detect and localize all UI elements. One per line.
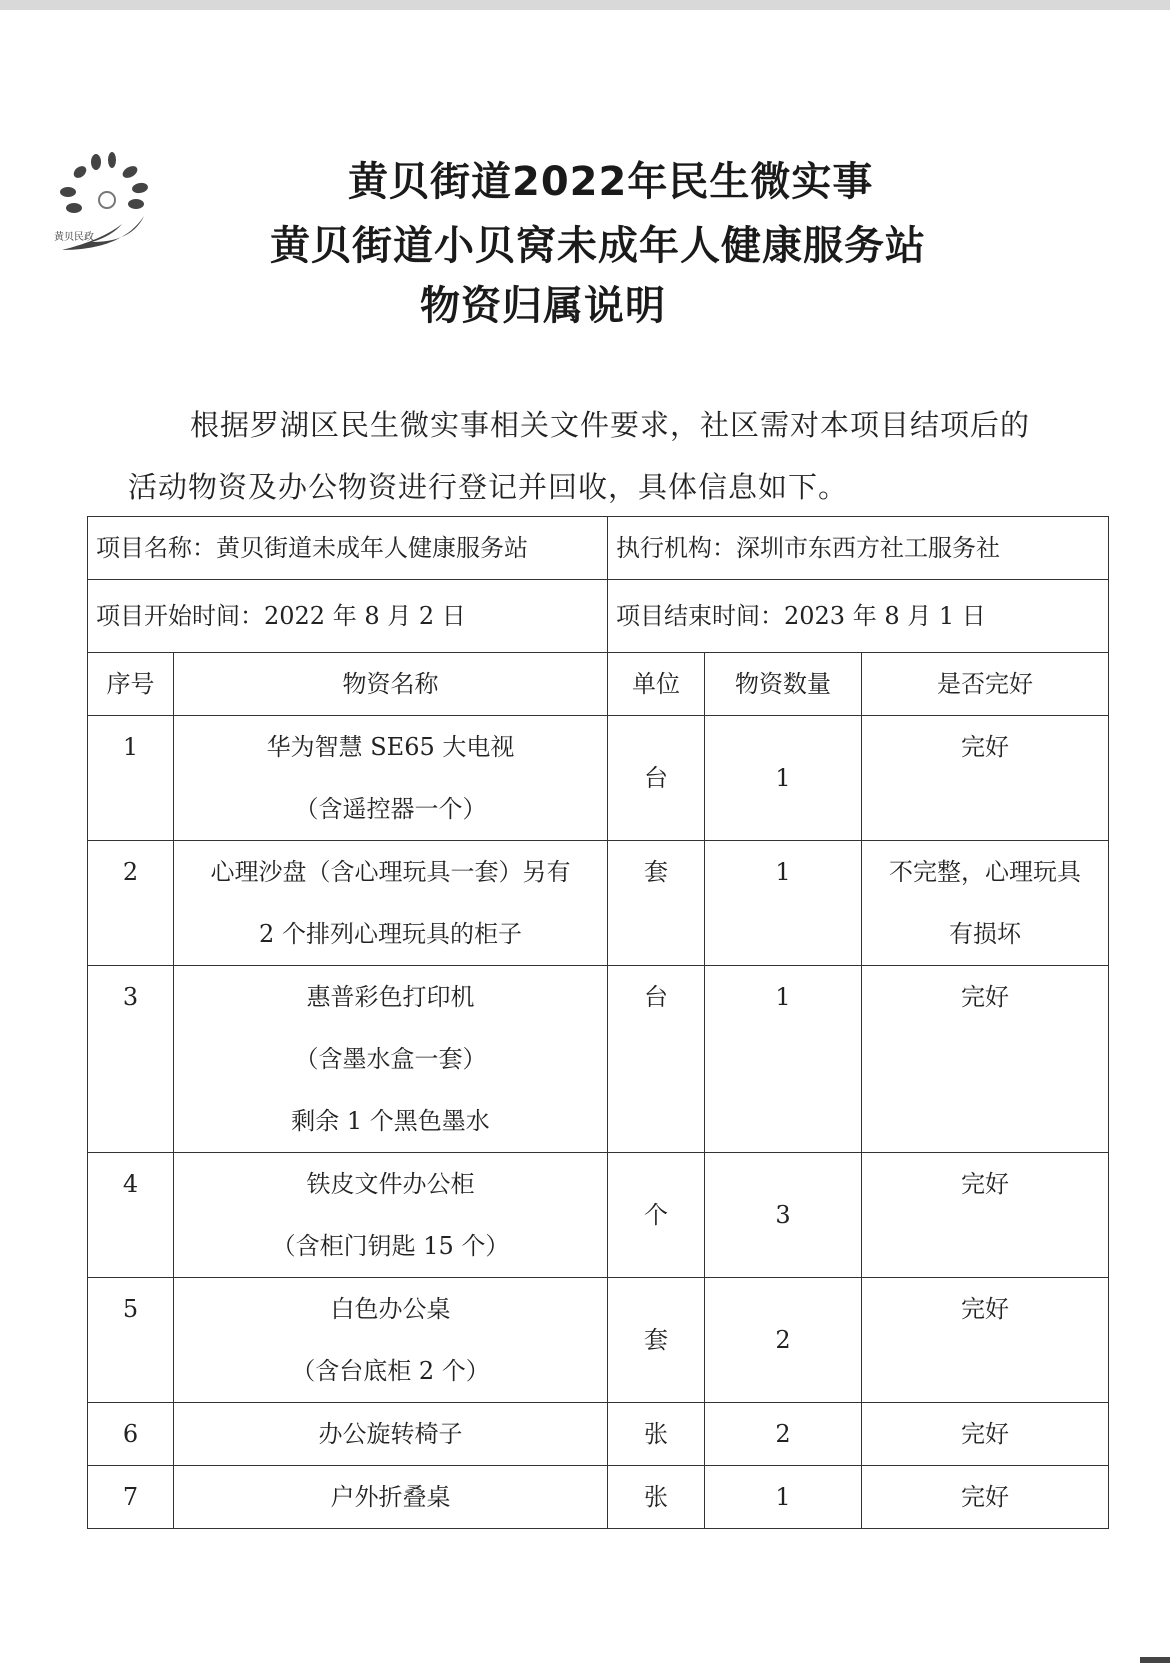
item-status-line: 完好 (961, 1420, 1010, 1448)
item-unit: 套 (608, 1278, 705, 1403)
item-unit: 张 (608, 1466, 705, 1529)
header-status: 是否完好 (862, 653, 1109, 716)
item-name-line: 白色办公桌 (330, 1295, 451, 1323)
item-name (174, 716, 608, 841)
item-name-line: 剩余 1 个黑色墨水 (291, 1107, 490, 1135)
table-row (88, 1153, 1109, 1278)
item-status-line: 有损坏 (949, 920, 1022, 948)
row-number: 7 (88, 1466, 174, 1529)
start-time: 项目开始时间：2022 年 8 月 2 日 (88, 580, 608, 653)
table-row (88, 1403, 1109, 1466)
title-line-2: 黄贝街道小贝窝未成年人健康服务站 (270, 223, 926, 269)
item-unit: 个 (608, 1153, 705, 1278)
row-number: 5 (88, 1278, 174, 1403)
title-line-3: 物资归属说明 (420, 283, 666, 329)
title-line-1: 黄贝街道2022年民生微实事 (348, 159, 874, 205)
table-header (88, 653, 1109, 716)
item-quantity: 1 (705, 841, 862, 966)
item-name (174, 1278, 608, 1403)
item-quantity: 1 (705, 716, 862, 841)
item-name-line: 户外折叠桌 (330, 1483, 451, 1511)
intro-line-2: 活动物资及办公物资进行登记并回收，具体信息如下。 (128, 470, 849, 504)
info-row (88, 580, 1109, 653)
item-status-line: 完好 (961, 1295, 1010, 1323)
table-row (88, 716, 1109, 841)
item-name (174, 1466, 608, 1529)
item-quantity: 2 (705, 1403, 862, 1466)
executor: 执行机构：深圳市东西方社工服务社 (608, 517, 1109, 580)
item-status (862, 1153, 1109, 1278)
materials-table (87, 516, 1109, 1529)
item-name-line: （含遥控器一个） (294, 795, 487, 823)
item-quantity: 2 (705, 1278, 862, 1403)
item-name-line: 铁皮文件办公柜 (306, 1170, 475, 1198)
logo-text: 黄贝民政 (54, 232, 94, 243)
item-name-line: 惠普彩色打印机 (306, 983, 475, 1011)
item-status (862, 1403, 1109, 1466)
item-name-line: （含墨水盒一套） (294, 1045, 487, 1073)
table-row (88, 1466, 1109, 1529)
item-name-line: 2 个排列心理玩具的柜子 (259, 920, 522, 948)
intro-line-1: 根据罗湖区民生微实事相关文件要求，社区需对本项目结项后的 (190, 408, 1031, 442)
header-qty: 物资数量 (705, 653, 862, 716)
header-unit: 单位 (608, 653, 705, 716)
item-unit: 张 (608, 1403, 705, 1466)
item-status-line: 不完整，心理玩具 (889, 858, 1082, 886)
item-status (862, 966, 1109, 1153)
item-quantity: 1 (705, 1466, 862, 1529)
item-status (862, 716, 1109, 841)
item-name-line: （含柜门钥匙 15 个） (271, 1232, 510, 1260)
item-name-line: （含台底柜 2 个） (291, 1357, 490, 1385)
row-number: 3 (88, 966, 174, 1153)
item-name-line: 办公旋转椅子 (318, 1420, 463, 1448)
item-status-line: 完好 (961, 983, 1010, 1011)
huangbei-civil-affairs-logo (52, 150, 162, 260)
item-status (862, 841, 1109, 966)
header-name: 物资名称 (174, 653, 608, 716)
item-quantity: 3 (705, 1153, 862, 1278)
header-no: 序号 (88, 653, 174, 716)
item-status (862, 1466, 1109, 1529)
item-name (174, 1403, 608, 1466)
scan-mark (1140, 1657, 1170, 1663)
table-row (88, 841, 1109, 966)
table-row (88, 1278, 1109, 1403)
item-unit: 套 (608, 841, 705, 966)
end-time: 项目结束时间：2023 年 8 月 1 日 (608, 580, 1109, 653)
item-quantity: 1 (705, 966, 862, 1153)
row-number: 6 (88, 1403, 174, 1466)
row-number: 2 (88, 841, 174, 966)
item-status-line: 完好 (961, 1483, 1010, 1511)
item-name (174, 1153, 608, 1278)
info-row (88, 517, 1109, 580)
item-name-line: 心理沙盘（含心理玩具一套）另有 (210, 858, 571, 886)
item-status-line: 完好 (961, 1170, 1010, 1198)
project-name: 项目名称：黄贝街道未成年人健康服务站 (88, 517, 608, 580)
item-status (862, 1278, 1109, 1403)
item-name (174, 966, 608, 1153)
item-unit: 台 (608, 966, 705, 1153)
item-name-line: 华为智慧 SE65 大电视 (266, 733, 515, 761)
table-row (88, 966, 1109, 1153)
scan-border (0, 0, 1170, 10)
item-unit: 台 (608, 716, 705, 841)
row-number: 4 (88, 1153, 174, 1278)
item-name (174, 841, 608, 966)
item-status-line: 完好 (961, 733, 1010, 761)
row-number: 1 (88, 716, 174, 841)
